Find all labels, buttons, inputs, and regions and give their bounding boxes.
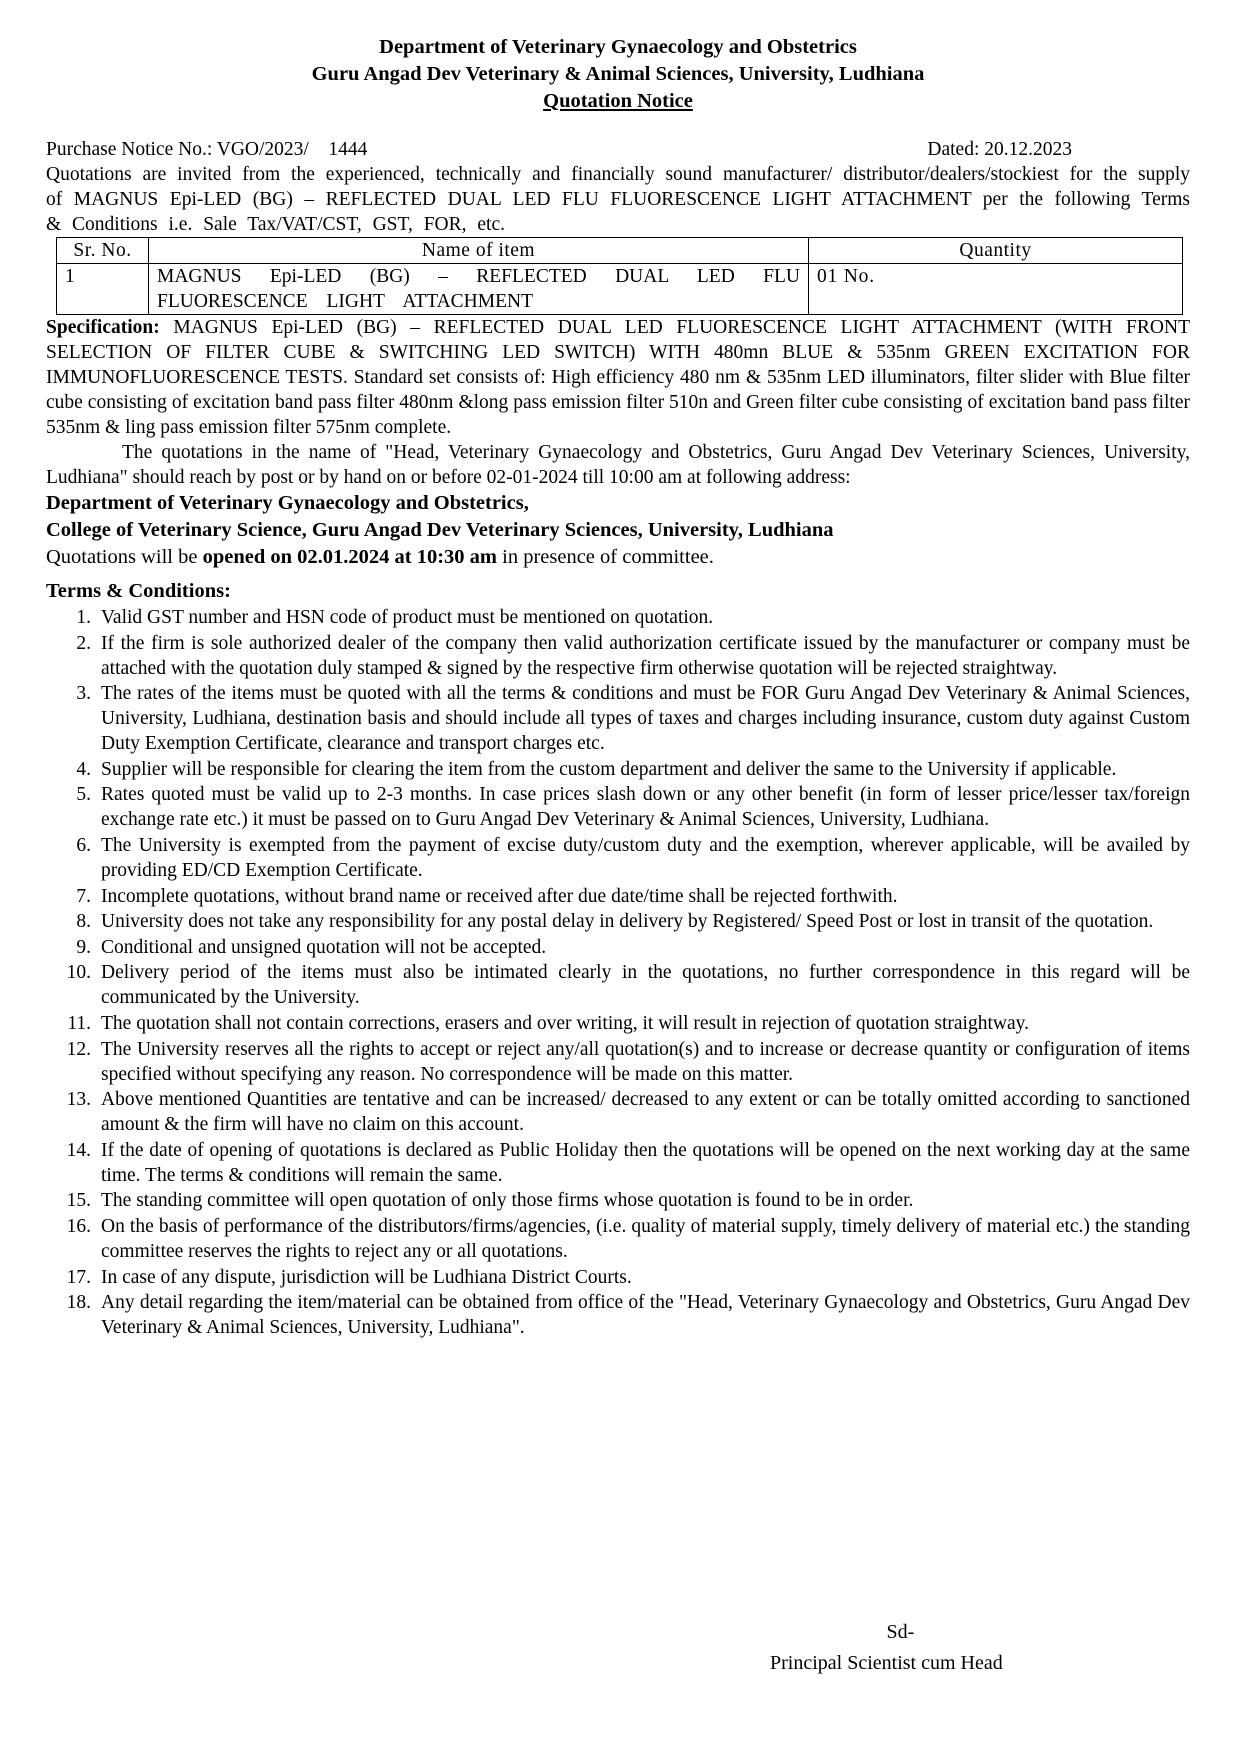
term-text: The standing committee will open quotation of only those firms whose quotation is found to be in order. [101, 1190, 914, 1212]
opening-line [46, 544, 1190, 571]
opening-post: in presence of committee. [497, 546, 714, 568]
term-text: Rates quoted must be valid up to 2-3 months. In case prices slash down or any other benefit (in form of lesser price/lesser tax/foreign exchange rate etc.) it must be passed on to Guru Angad Dev Veterinary & Animal Sciences, University, Ludhiana. [101, 784, 1190, 831]
term-text: In case of any dispute, jurisdiction will be Ludhiana District Courts. [101, 1266, 632, 1288]
list-item [46, 605, 1190, 630]
term-number: 16. [66, 1215, 91, 1237]
term-text: Any detail regarding the item/material can be obtained from office of the "Head, Veterinary Gynaecology and Obstetrics, Guru Angad Dev Veterinary & Animal Sciences, University, Ludhiana". [101, 1292, 1190, 1339]
list-item [46, 1188, 1190, 1213]
list-item [46, 757, 1190, 782]
university-title: Guru Angad Dev Veterinary & Animal Sciences, University, Ludhiana [311, 63, 925, 85]
signature-title: Principal Scientist cum Head [770, 1652, 1003, 1674]
header-sr-no: Sr. No. [57, 238, 149, 264]
signature-sd: Sd- [886, 1621, 915, 1643]
term-text: Valid GST number and HSN code of product must be mentioned on quotation. [101, 607, 714, 628]
notice-title [46, 88, 1190, 115]
term-number: 7. [76, 885, 91, 907]
term-text: The quotation shall not contain corrections, erasers and over writing, it will result in rejection of quotation straightway. [101, 1012, 1029, 1034]
list-item [46, 909, 1190, 934]
terms-title: Terms & Conditions: [46, 580, 231, 602]
list-item [46, 884, 1190, 909]
header-item-name: Name of item [149, 238, 809, 264]
cell-sr-no: 1 [57, 264, 149, 315]
notice-date: Dated: 20.12.2023 [927, 139, 1072, 160]
list-item [46, 833, 1190, 883]
quotation-notice-page [46, 34, 1190, 1341]
opening-pre: Quotations will be [46, 546, 203, 568]
list-item [46, 960, 1190, 1010]
list-item [46, 782, 1190, 832]
item-table [56, 237, 1183, 315]
term-number: 12. [66, 1038, 91, 1060]
term-number: 9. [76, 936, 91, 958]
term-number: 14. [66, 1139, 91, 1161]
table-header-row [57, 238, 1183, 264]
signature-block [770, 1617, 1003, 1679]
submission-paragraph: The quotations in the name of "Head, Veterinary Gynaecology and Obstetrics, Guru Angad Dev Veterinary Sciences, University, Ludhiana" should reach by post or by hand on or before 02-01-2024 till 10:00 am at following address: [46, 442, 1190, 488]
list-item [46, 1138, 1190, 1188]
list-item [46, 935, 1190, 960]
header-quantity: Quantity [809, 238, 1183, 264]
cell-item-name: MAGNUS Epi-LED (BG) – REFLECTED DUAL LED FLU FLUORESCENCE LIGHT ATTACHMENT [149, 264, 809, 315]
terms-list [46, 605, 1190, 1340]
term-number: 4. [76, 758, 91, 780]
term-number: 18. [66, 1292, 91, 1314]
cell-quantity: 01 No. [809, 264, 1183, 315]
table-row [57, 264, 1183, 315]
term-text: If the date of opening of quotations is declared as Public Holiday then the quotations will be opened on the next working day at the same time. The terms & conditions will remain the same. [101, 1139, 1190, 1186]
address-line-2: College of Veterinary Science, Guru Angad Dev Veterinary Sciences, University, Ludhiana [46, 519, 834, 541]
opening-date-time: opened on 02.01.2024 at 10:30 am [202, 546, 498, 568]
purchase-notice-number: Purchase Notice No.: VGO/2023/ 1444 [46, 139, 368, 160]
list-item [46, 1037, 1190, 1087]
term-text: The University reserves all the rights to accept or reject any/all quotation(s) and to increase or decrease quantity or configuration of items specified without specifying any reason. No correspondence will be made on this matter. [101, 1038, 1190, 1085]
term-number: 13. [66, 1089, 91, 1111]
term-number: 6. [76, 834, 91, 856]
term-number: 17. [66, 1266, 91, 1288]
list-item [46, 1290, 1190, 1340]
address-line-1: Department of Veterinary Gynaecology and Obstetrics, [46, 492, 529, 514]
term-number: 3. [76, 683, 91, 705]
list-item [46, 681, 1190, 756]
term-text: The rates of the items must be quoted with all the terms & conditions and must be FOR Guru Angad Dev Veterinary & Animal Sciences, University, Ludhiana, destination basis and should include all types of taxes and charges including insurance, custom duty against Custom Duty Exemption Certificate, clearance and transport charges etc. [101, 683, 1190, 755]
list-item [46, 1011, 1190, 1036]
term-number: 15. [66, 1190, 91, 1212]
list-item [46, 1214, 1190, 1264]
notice-title-text: Quotation Notice [543, 90, 693, 112]
notice-meta [46, 137, 1190, 162]
term-number: 11. [67, 1012, 91, 1034]
specification-text: MAGNUS Epi-LED (BG) – REFLECTED DUAL LED FLUORESCENCE LIGHT ATTACHMENT (WITH FRONT SELECTION OF FILTER CUBE & SWITCHING LED SWITCH) WITH 480mn BLUE & 535nm GREEN EXCITATION FOR IMMUNOFLUORESCENCE TESTS. Standard set consists of: High efficiency 480 nm & 535nm LED illuminators, filter slider with Blue filter cube consisting of excitation band pass filter 480nm &long pass emission filter 510n and Green filter cube consisting of excitation band pass filter 535nm & ling pass emission filter 575nm complete. [46, 317, 1190, 438]
term-text: The University is exempted from the payment of excise duty/custom duty and the exemption, wherever applicable, will be availed by providing ED/CD Exemption Certificate. [101, 834, 1190, 881]
term-text: Delivery period of the items must also be intimated clearly in the quotations, no further correspondence in this regard will be communicated by the University. [101, 962, 1190, 1009]
term-text: On the basis of performance of the distributors/firms/agencies, (i.e. quality of material supply, timely delivery of material etc.) the standing committee reserves the rights to reject any or all quotations. [101, 1215, 1190, 1262]
specification-paragraph [46, 315, 1190, 440]
intro-paragraph: Quotations are invited from the experienced, technically and financially sound manufacturer/ distributor/dealers/stockiest for the supply of MAGNUS Epi-LED (BG) – REFLECTED DUAL LED FLU FLUORESCENCE LIGHT ATTACHMENT per the following Terms & Conditions i.e. Sale Tax/VAT/CST, GST, FOR, etc. [46, 164, 1190, 235]
term-text: Incomplete quotations, without brand name or received after due date/time shall be rejected forthwith. [101, 885, 898, 907]
list-item [46, 631, 1190, 681]
term-number: 8. [76, 911, 91, 933]
term-text: University does not take any responsibility for any postal delay in delivery by Registered/ Speed Post or lost in transit of the quotation. [101, 911, 1154, 933]
term-number: 1. [76, 607, 91, 628]
term-text: If the firm is sole authorized dealer of the company then valid authorization certificate issued by the manufacturer or company must be attached with the quotation duly stamped & signed by the respective firm otherwise quotation will be rejected straightway. [101, 632, 1190, 679]
term-number: 10. [66, 962, 91, 984]
list-item [46, 1265, 1190, 1290]
term-text: Supplier will be responsible for clearing the item from the custom department and deliver the same to the University if applicable. [101, 758, 1117, 780]
list-item [46, 1087, 1190, 1137]
department-title: Department of Veterinary Gynaecology and Obstetrics [379, 36, 857, 58]
term-number: 2. [76, 632, 91, 654]
term-text: Above mentioned Quantities are tentative and can be increased/ decreased to any extent or can be totally omitted according to sanctioned amount & the firm will have no claim on this account. [101, 1089, 1190, 1136]
term-number: 5. [76, 784, 91, 806]
specification-label: Specification: [46, 317, 160, 338]
term-text: Conditional and unsigned quotation will not be accepted. [101, 936, 547, 958]
